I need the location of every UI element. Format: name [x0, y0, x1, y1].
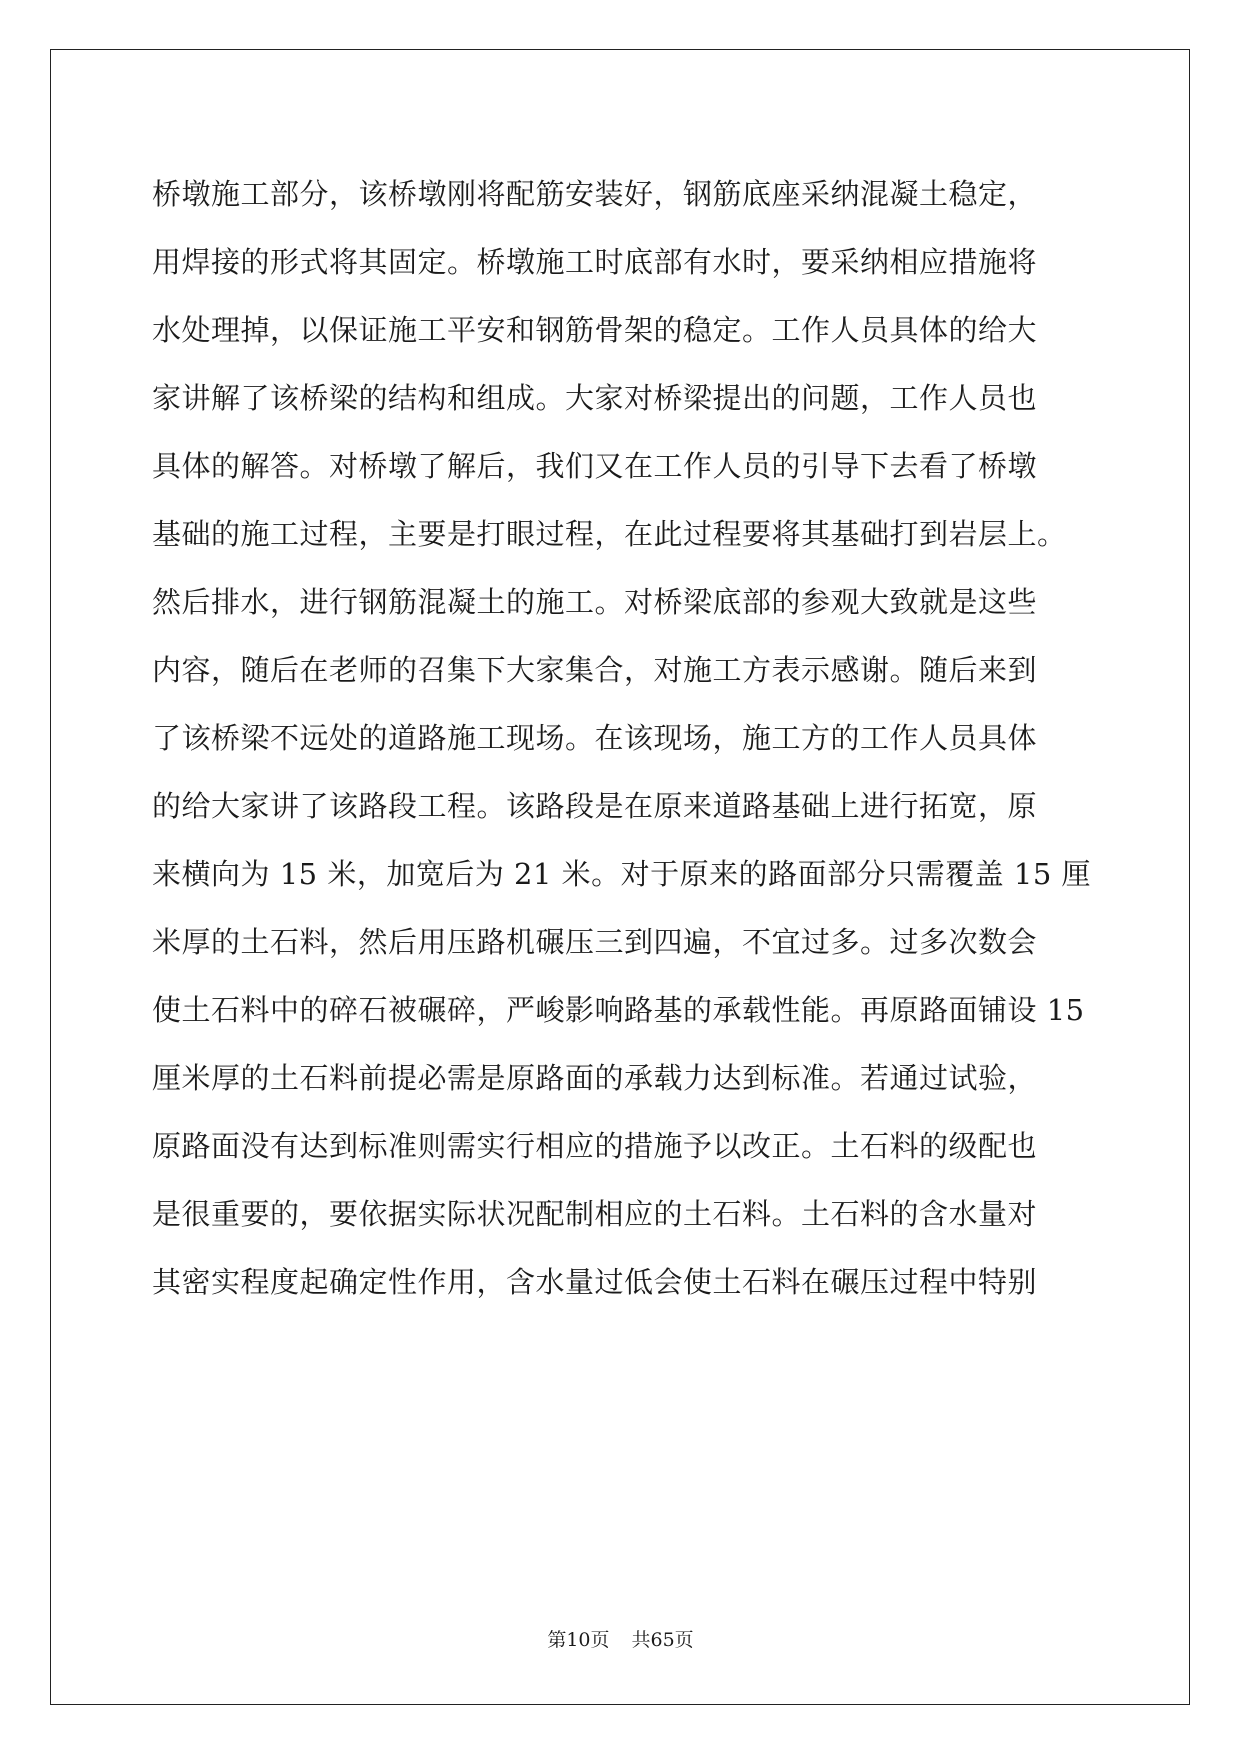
text-line: 桥墩施工部分，该桥墩刚将配筋安装好，钢筋底座采纳混凝土稳定，: [152, 177, 1038, 211]
text-line: 用焊接的形式将其固定。桥墩施工时底部有水时，要采纳相应措施将: [152, 245, 1038, 279]
text-line: 了该桥梁不远处的道路施工现场。在该现场，施工方的工作人员具体: [152, 721, 1038, 755]
text-line: 然后排水，进行钢筋混凝土的施工。对桥梁底部的参观大致就是这些: [152, 585, 1038, 619]
body-paragraph: [152, 160, 1092, 1316]
text-line: 基础的施工过程，主要是打眼过程，在此过程要将其基础打到岩层上。: [152, 517, 1067, 551]
text-line: 具体的解答。对桥墩了解后，我们又在工作人员的引导下去看了桥墩: [152, 449, 1038, 483]
text-line: 米厚的土石料，然后用压路机碾压三到四遍，不宜过多。过多次数会: [152, 925, 1038, 959]
text-line: 来横向为 15 米，加宽后为 21 米。对于原来的路面部分只需覆盖 15 厘: [152, 857, 1092, 891]
text-line: 原路面没有达到标准则需实行相应的措施予以改正。土石料的级配也: [152, 1129, 1038, 1163]
text-line: 其密实程度起确定性作用，含水量过低会使土石料在碾压过程中特别: [152, 1265, 1038, 1299]
text-line: 使土石料中的碎石被碾碎，严峻影响路基的承载性能。再原路面铺设 15: [152, 993, 1085, 1027]
text-line: 水处理掉，以保证施工平安和钢筋骨架的稳定。工作人员具体的给大: [152, 313, 1038, 347]
text-line: 的给大家讲了该路段工程。该路段是在原来道路基础上进行拓宽，原: [152, 789, 1038, 823]
text-line: 是很重要的，要依据实际状况配制相应的土石料。土石料的含水量对: [152, 1197, 1038, 1231]
page-footer: [0, 1628, 1241, 1652]
text-line: 内容，随后在老师的召集下大家集合，对施工方表示感谢。随后来到: [152, 653, 1038, 687]
page-number: 第10页: [547, 1629, 610, 1651]
text-line: 厘米厚的土石料前提必需是原路面的承载力达到标准。若通过试验，: [152, 1061, 1038, 1095]
page-total: 共65页: [631, 1629, 694, 1651]
text-line: 家讲解了该桥梁的结构和组成。大家对桥梁提出的问题，工作人员也: [152, 381, 1038, 415]
